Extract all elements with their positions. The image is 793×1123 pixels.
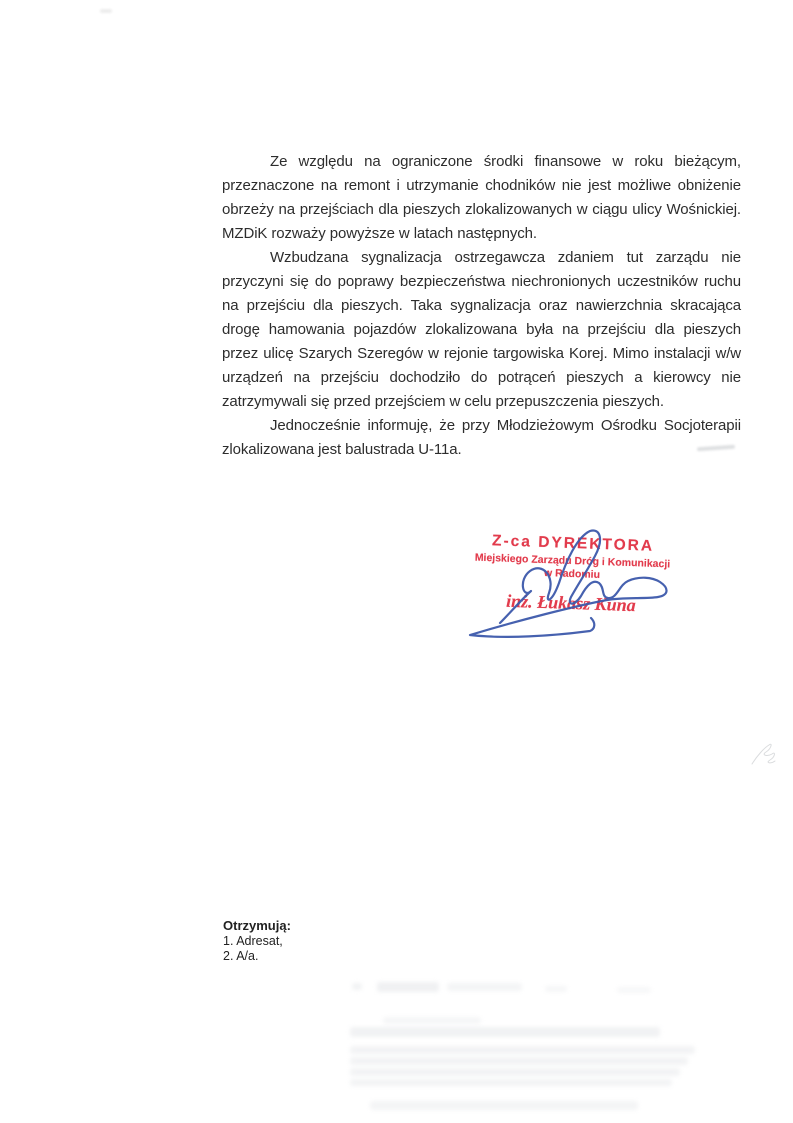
handwritten-signature: [440, 515, 700, 665]
bleed-through-line: [350, 1046, 695, 1054]
stamp-organization: Miejskiego Zarządu Dróg i Komunikacji: [474, 551, 671, 571]
bleed-through-line: [350, 1068, 680, 1076]
paragraph-sygnalizacja: Wzbudzana sygnalizacja ostrzegawcza zdaniem tut zarządu nie przyczyni się do poprawy bezpieczeństwa niechronionych uczestników ruchu na przejściu dla pieszych. Taka sygnalizacja oraz nawierzchnia skracająca drogę hamowania pojazdów zlokalizowana była na przejściu dla pieszych przez ulicę Szarych Szeregów w rejonie targowiska Korej. Mimo instalacji w/w urządzeń na przejściu dochodziło do potrąceń pieszych a kierowcy nie zatrzymywali się przed przejściem w celu przepuszczenia pieszych.: [222, 249, 741, 410]
bleed-through-line: [350, 1079, 672, 1086]
stamp-title: Z-ca DYREKTORA: [491, 532, 655, 555]
bleed-through-line: [350, 1027, 660, 1037]
distribution-item-2: 2. A/a.: [223, 949, 259, 963]
signature-stroke: [470, 531, 667, 637]
bleed-through-line: [350, 1057, 688, 1065]
stamp-city: w Radomiu: [543, 567, 601, 581]
bleed-through-line: [617, 987, 651, 993]
bleed-through-line: [383, 1017, 481, 1024]
bleed-through-line: [545, 986, 567, 992]
stamp-signer-name: inż. Łukasz Kuna: [505, 590, 637, 616]
distribution-heading: Otrzymują:: [223, 918, 291, 933]
scan-speck: [100, 9, 112, 13]
distribution-list: [223, 918, 291, 965]
paragraph-balustrada: Jednocześnie informuję, że przy Młodzieżowym Ośrodku Socjoterapii zlokalizowana jest balustrada U-11a.: [222, 417, 741, 458]
bleed-through-line: [352, 983, 362, 990]
bleed-through-line: [377, 982, 439, 992]
letter-body: [222, 150, 741, 462]
bleed-through-line: [447, 983, 522, 991]
distribution-item-1: 1. Adresat,: [223, 933, 283, 948]
pencil-squiggle-mark: [748, 738, 782, 772]
bleed-through-line: [370, 1101, 638, 1110]
paragraph-finansowe: Ze względu na ograniczone środki finansowe w roku bieżącym, przeznaczone na remont i utrzymanie chodników nie jest możliwe obniżenie obrzeży na przejściach dla pieszych zlokalizowanych w ciągu ulicy Wośnickiej. MZDiK rozważy powyższe w latach następnych.: [222, 153, 741, 242]
